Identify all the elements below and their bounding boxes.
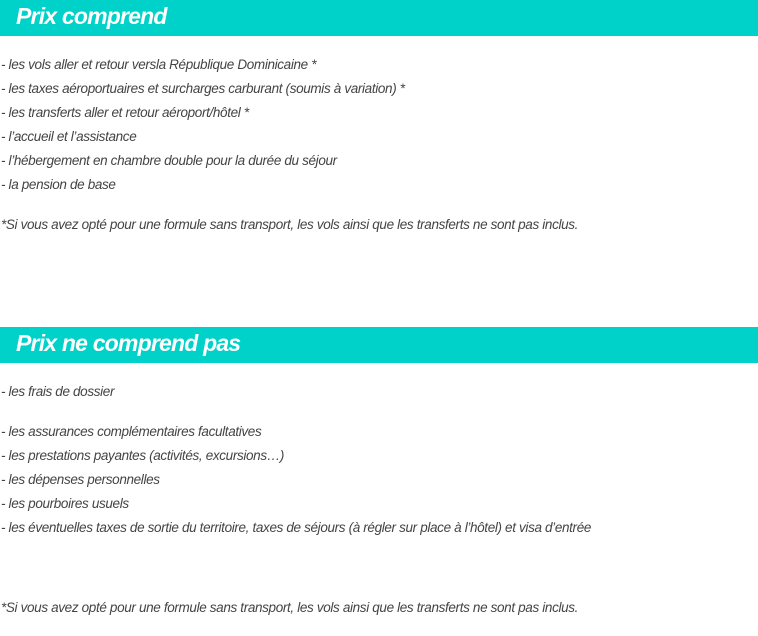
list-item: - les vols aller et retour versla République Dominicaine * <box>1 57 317 72</box>
list-item: - les transferts aller et retour aéroport/hôtel * <box>1 105 249 120</box>
included-header <box>0 0 758 36</box>
included-note: *Si vous avez opté pour une formule sans transport, les vols ainsi que les transferts ne sont pas inclus. <box>1 217 579 232</box>
list-item: - l’accueil et l’assistance <box>1 129 137 144</box>
list-item: - la pension de base <box>1 177 116 192</box>
list-item: - les frais de dossier <box>1 384 115 399</box>
excluded-header <box>0 327 758 363</box>
excluded-title: Prix ne comprend pas <box>16 330 241 356</box>
included-title: Prix comprend <box>16 3 167 29</box>
list-item: - les assurances complémentaires facultatives <box>1 424 262 439</box>
list-item: - les éventuelles taxes de sortie du territoire, taxes de séjours (à régler sur place à l’hôtel) et visa d’entrée <box>1 520 592 535</box>
list-item: - les dépenses personnelles <box>1 472 160 487</box>
excluded-note: *Si vous avez opté pour une formule sans transport, les vols ainsi que les transferts ne sont pas inclus. <box>1 600 579 615</box>
list-item: - les taxes aéroportuaires et surcharges carburant (soumis à variation) * <box>1 81 405 96</box>
list-item: - l’hébergement en chambre double pour la durée du séjour <box>1 153 337 168</box>
list-item: - les prestations payantes (activités, excursions…) <box>1 448 285 463</box>
list-item: - les pourboires usuels <box>1 496 129 511</box>
